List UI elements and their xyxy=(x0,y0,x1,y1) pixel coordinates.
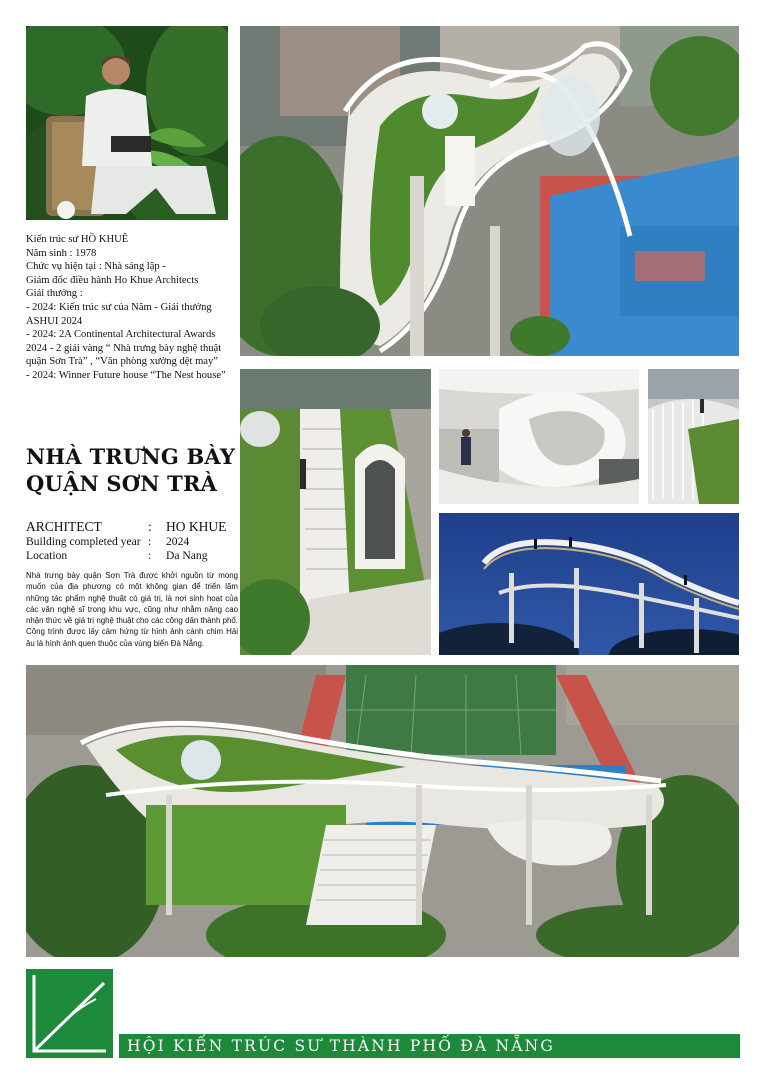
bio-line: Kiến trúc sư HỒ KHUÊ xyxy=(26,234,129,245)
info-value: Da Nang xyxy=(166,548,208,562)
info-row xyxy=(26,535,238,549)
architect-portrait xyxy=(26,26,228,220)
project-info-table xyxy=(26,519,238,562)
bio-line: Giám đốc điều hành Ho Khue Architects xyxy=(26,274,199,286)
project-description: Nhà trưng bày quận Sơn Trà được khởi nguồn từ mong muốn của địa phương có một không gian để triển lãm những tác phẩm nghệ thuật có giá trị, là nơi sinh hoạt của các văn nghệ sĩ trong khu vực, cũng như nhằm nâng cao nhận thức về giá trị nghệ thuật cho các công dân thành phố. Công trình được lấy cảm hứng từ hình ảnh cánh chim Hải âu là hình ảnh quen thuộc của vùng biển Đà Nẵng. xyxy=(26,571,238,648)
info-value: HO KHUE xyxy=(166,519,227,534)
architect-bio xyxy=(26,233,236,383)
info-row xyxy=(26,549,238,563)
night-view-photo xyxy=(439,513,739,655)
bio-line: - 2024: Winner Future house “The Nest house” xyxy=(26,369,226,381)
organization-name: HỘI KIẾN TRÚC SƯ THÀNH PHỐ ĐÀ NẴNG xyxy=(127,1037,556,1055)
interior-spiral-photo xyxy=(439,369,639,504)
info-label: Location xyxy=(26,548,68,562)
logo-mark-icon xyxy=(26,969,113,1058)
footer-banner xyxy=(119,1034,740,1058)
ramp-entrance-photo xyxy=(240,369,431,655)
association-logo xyxy=(26,969,113,1058)
info-label: Building completed year xyxy=(26,535,141,548)
bio-line: Chức vụ hiện tại : Nhà sáng lập - xyxy=(26,261,166,273)
info-value: 2024 xyxy=(166,535,190,548)
bio-line: Năm sinh : 1978 xyxy=(26,247,97,259)
bird-eye-panorama-photo xyxy=(26,665,739,957)
project-title-line: NHÀ TRƯNG BÀY xyxy=(26,444,236,469)
info-separator: : xyxy=(148,548,152,562)
info-separator: : xyxy=(148,535,152,548)
info-separator: : xyxy=(148,519,152,534)
info-label: ARCHITECT xyxy=(26,519,102,534)
bio-line: Giải thưởng : xyxy=(26,288,83,300)
info-row xyxy=(26,519,238,535)
project-title xyxy=(26,443,246,497)
walkway-railing-photo xyxy=(648,369,739,504)
bio-line: - 2024: Kiến trúc sư của Năm - Giải thưởng ASHUI 2024 xyxy=(26,301,212,327)
project-title-line: QUẬN SƠN TRÀ xyxy=(26,471,218,496)
bio-line: - 2024: 2A Continental Architectural Awards 2024 - 2 giải vàng “ Nhà trưng bày nghệ thuật quận Sơn Trà” , “Văn phòng xưởng dệt may” xyxy=(26,329,222,368)
aerial-view-photo xyxy=(240,26,739,356)
